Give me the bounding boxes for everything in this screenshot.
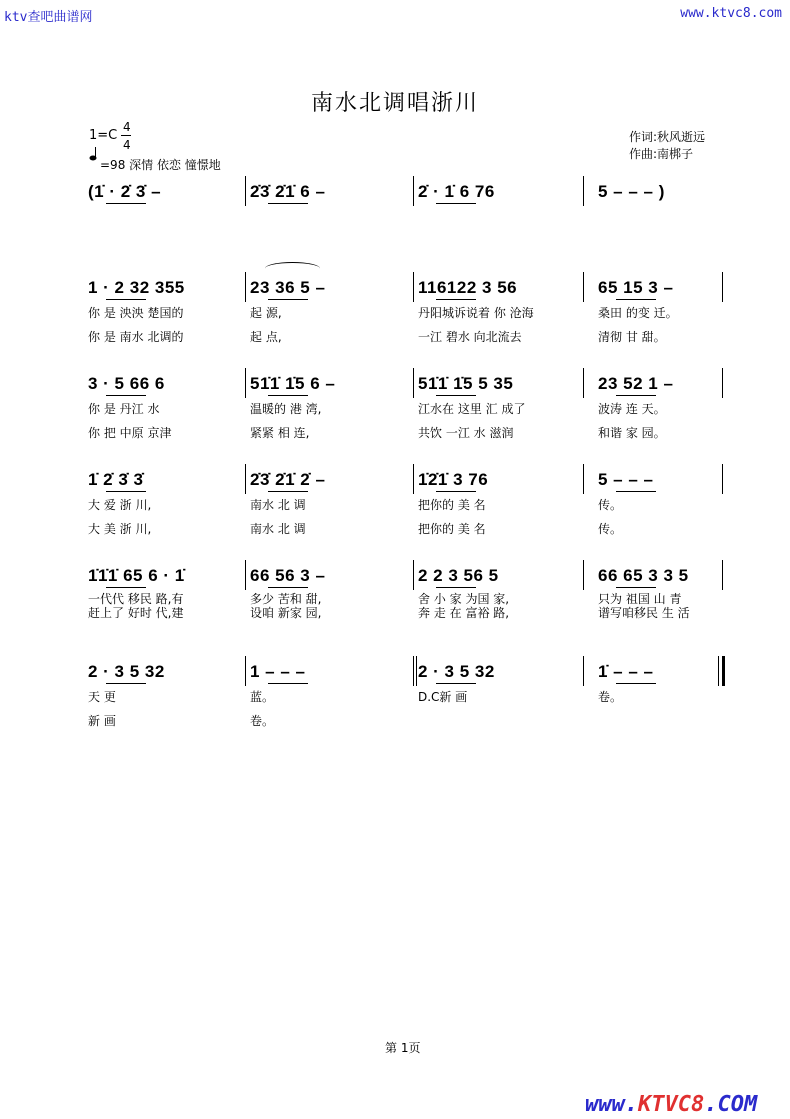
bar-line — [722, 272, 723, 302]
beam-underline — [268, 299, 308, 300]
lyric-text: 桑田 的变 迁。 — [598, 306, 678, 320]
bar-line — [583, 176, 584, 206]
slur — [265, 262, 320, 275]
composer-credit: 作曲:南梆子 — [629, 147, 694, 161]
bar-line — [583, 656, 584, 686]
lyric-text: 和谐 家 园。 — [598, 426, 666, 440]
bar-line — [413, 368, 414, 398]
beam-underline — [268, 587, 308, 588]
lyric-text: 大 爱 浙 川, — [88, 498, 152, 512]
bar-line — [583, 272, 584, 302]
lyric-text: 你 是 南水 北调的 — [88, 330, 184, 344]
measure-notes: 1 · 2 32 355 — [88, 278, 185, 297]
bar-line — [583, 368, 584, 398]
measure-notes: 1̇2̇1̇ 3 76 — [418, 470, 489, 489]
beam-underline — [616, 491, 656, 492]
lyric-text: 共饮 一江 水 滋润 — [418, 426, 514, 440]
lyric-text: 紧紧 相 连, — [250, 426, 310, 440]
quarter-note-icon — [89, 153, 97, 161]
measure-notes: 23 52 1 – — [598, 374, 674, 393]
beam-underline — [616, 299, 656, 300]
measure-notes: 2̇3̇ 2̇1̇ 6 – — [250, 182, 326, 201]
measure-notes: 2 · 3 5 32 — [418, 662, 495, 681]
beam-underline — [106, 395, 146, 396]
watermark-left: ktv查吧曲谱网 — [4, 10, 93, 25]
lyric-text: 卷。 — [598, 690, 623, 704]
measure-notes: 1̇ 2̇ 3̇ 3̇ — [88, 470, 144, 489]
lyric-text: D.C新 画 — [418, 690, 468, 704]
lyric-text: 南水 北 调 — [250, 522, 306, 536]
bar-line — [722, 368, 723, 398]
measure-notes: 1̇ – – – — [598, 662, 654, 681]
bar-line — [245, 656, 246, 686]
bar-line — [245, 272, 246, 302]
beam-underline — [106, 683, 146, 684]
beam-underline — [436, 395, 476, 396]
beam-underline — [106, 491, 146, 492]
lyric-text: 传。 — [598, 498, 623, 512]
beam-underline — [436, 587, 476, 588]
bar-line — [583, 464, 584, 494]
time-signature-top: 4 — [123, 120, 131, 134]
lyric-text: 温暖的 港 湾, — [250, 402, 322, 416]
lyric-text: 把你的 美 名 — [418, 498, 486, 512]
beam-underline — [106, 203, 146, 204]
lyric-text: 蓝。 — [250, 690, 275, 704]
bar-line — [413, 176, 414, 206]
repeat-bar-line — [416, 656, 417, 686]
bar-line — [722, 464, 723, 494]
lyric-text: 设咱 新家 园, — [250, 606, 322, 620]
lyricist-credit: 作词:秋风逝远 — [629, 130, 706, 144]
beam-underline — [268, 395, 308, 396]
lyric-text: 你 把 中原 京津 — [88, 426, 172, 440]
measure-notes: 5 – – – — [598, 470, 654, 489]
watermark-right: www.ktvc8.com — [680, 6, 782, 21]
lyric-text: 舍 小 家 为国 家, — [418, 592, 510, 606]
lyric-text: 大 美 浙 川, — [88, 522, 152, 536]
beam-underline — [268, 683, 308, 684]
measure-notes: 3 · 5 66 6 — [88, 374, 165, 393]
measure-notes: (1̇ · 2̇ 3̇ – — [88, 182, 162, 201]
measure-notes: 5 – – – ) — [598, 182, 665, 201]
lyric-text: 谱写咱移民 生 活 — [598, 606, 690, 620]
measure-notes: 2̇ · 1̇ 6 76 — [418, 182, 495, 201]
key-signature: 1=C — [89, 128, 118, 143]
bar-line — [583, 560, 584, 590]
beam-underline — [436, 203, 476, 204]
lyric-text: 把你的 美 名 — [418, 522, 486, 536]
lyric-text: 天 更 — [88, 690, 116, 704]
measure-notes: 1 – – – — [250, 662, 306, 681]
beam-underline — [268, 491, 308, 492]
measure-notes: 66 65 3 3 5 — [598, 566, 689, 585]
bar-line — [413, 656, 414, 686]
time-signature-rule — [121, 135, 131, 136]
measure-notes: 51̇1̇ 1̇5 6 – — [250, 374, 336, 393]
bar-line — [722, 656, 725, 686]
lyric-text: 丹阳城诉说着 你 沧海 — [418, 306, 534, 320]
lyric-text: 卷。 — [250, 714, 275, 728]
lyric-text: 起 点, — [250, 330, 282, 344]
beam-underline — [616, 395, 656, 396]
beam-underline — [106, 299, 146, 300]
lyric-text: 一江 碧水 向北流去 — [418, 330, 522, 344]
lyric-text: 清彻 甘 甜。 — [598, 330, 666, 344]
bar-line — [245, 176, 246, 206]
bar-line — [245, 368, 246, 398]
measure-notes: 2 2 3 56 5 — [418, 566, 499, 585]
page-number: 第 1页 — [385, 1041, 421, 1055]
beam-underline — [616, 683, 656, 684]
bar-line — [413, 560, 414, 590]
bar-line — [413, 464, 414, 494]
time-signature-bottom: 4 — [123, 138, 131, 152]
bar-line — [245, 464, 246, 494]
measure-notes: 23 36 5 – — [250, 278, 326, 297]
measure-notes: 66 56 3 – — [250, 566, 326, 585]
measure-notes: 2̇3̇ 2̇1̇ 2̇ – — [250, 470, 326, 489]
lyric-text: 只为 祖国 山 青 — [598, 592, 682, 606]
lyric-text: 传。 — [598, 522, 623, 536]
lyric-text: 你 是 丹江 水 — [88, 402, 160, 416]
lyric-text: 你 是 泱泱 楚国的 — [88, 306, 184, 320]
lyric-text: 南水 北 调 — [250, 498, 306, 512]
measure-notes: 51̇1̇ 1̇5 5 35 — [418, 374, 514, 393]
beam-underline — [106, 587, 146, 588]
measure-notes: 1̇1̇1̇ 65 6 · 1̇ — [88, 566, 185, 585]
bar-line — [245, 560, 246, 590]
lyric-text: 赶上了 好时 代,建 — [88, 606, 184, 620]
final-bar-line — [718, 656, 719, 686]
beam-underline — [436, 491, 476, 492]
lyric-text: 奔 走 在 富裕 路, — [418, 606, 510, 620]
beam-underline — [268, 203, 308, 204]
beam-underline — [616, 587, 656, 588]
measure-notes: 65 15 3 – — [598, 278, 674, 297]
lyric-text: 多少 苦和 甜, — [250, 592, 322, 606]
beam-underline — [436, 299, 476, 300]
lyric-text: 起 源, — [250, 306, 282, 320]
tempo-marking: =98 深情 依恋 憧憬地 — [100, 158, 221, 172]
lyric-text: 江水在 这里 汇 成了 — [418, 402, 526, 416]
lyric-text: 波涛 连 天。 — [598, 402, 666, 416]
measure-notes: 116122 3 56 — [418, 278, 518, 297]
lyric-text: 一代代 移民 路,有 — [88, 592, 184, 606]
beam-underline — [436, 683, 476, 684]
bar-line — [722, 560, 723, 590]
bar-line — [413, 272, 414, 302]
lyric-text: 新 画 — [88, 714, 116, 728]
brand-logo: www.KTVC8.COM — [585, 1092, 758, 1117]
page-title: 南水北调唱浙川 — [310, 91, 479, 116]
measure-notes: 2 · 3 5 32 — [88, 662, 165, 681]
